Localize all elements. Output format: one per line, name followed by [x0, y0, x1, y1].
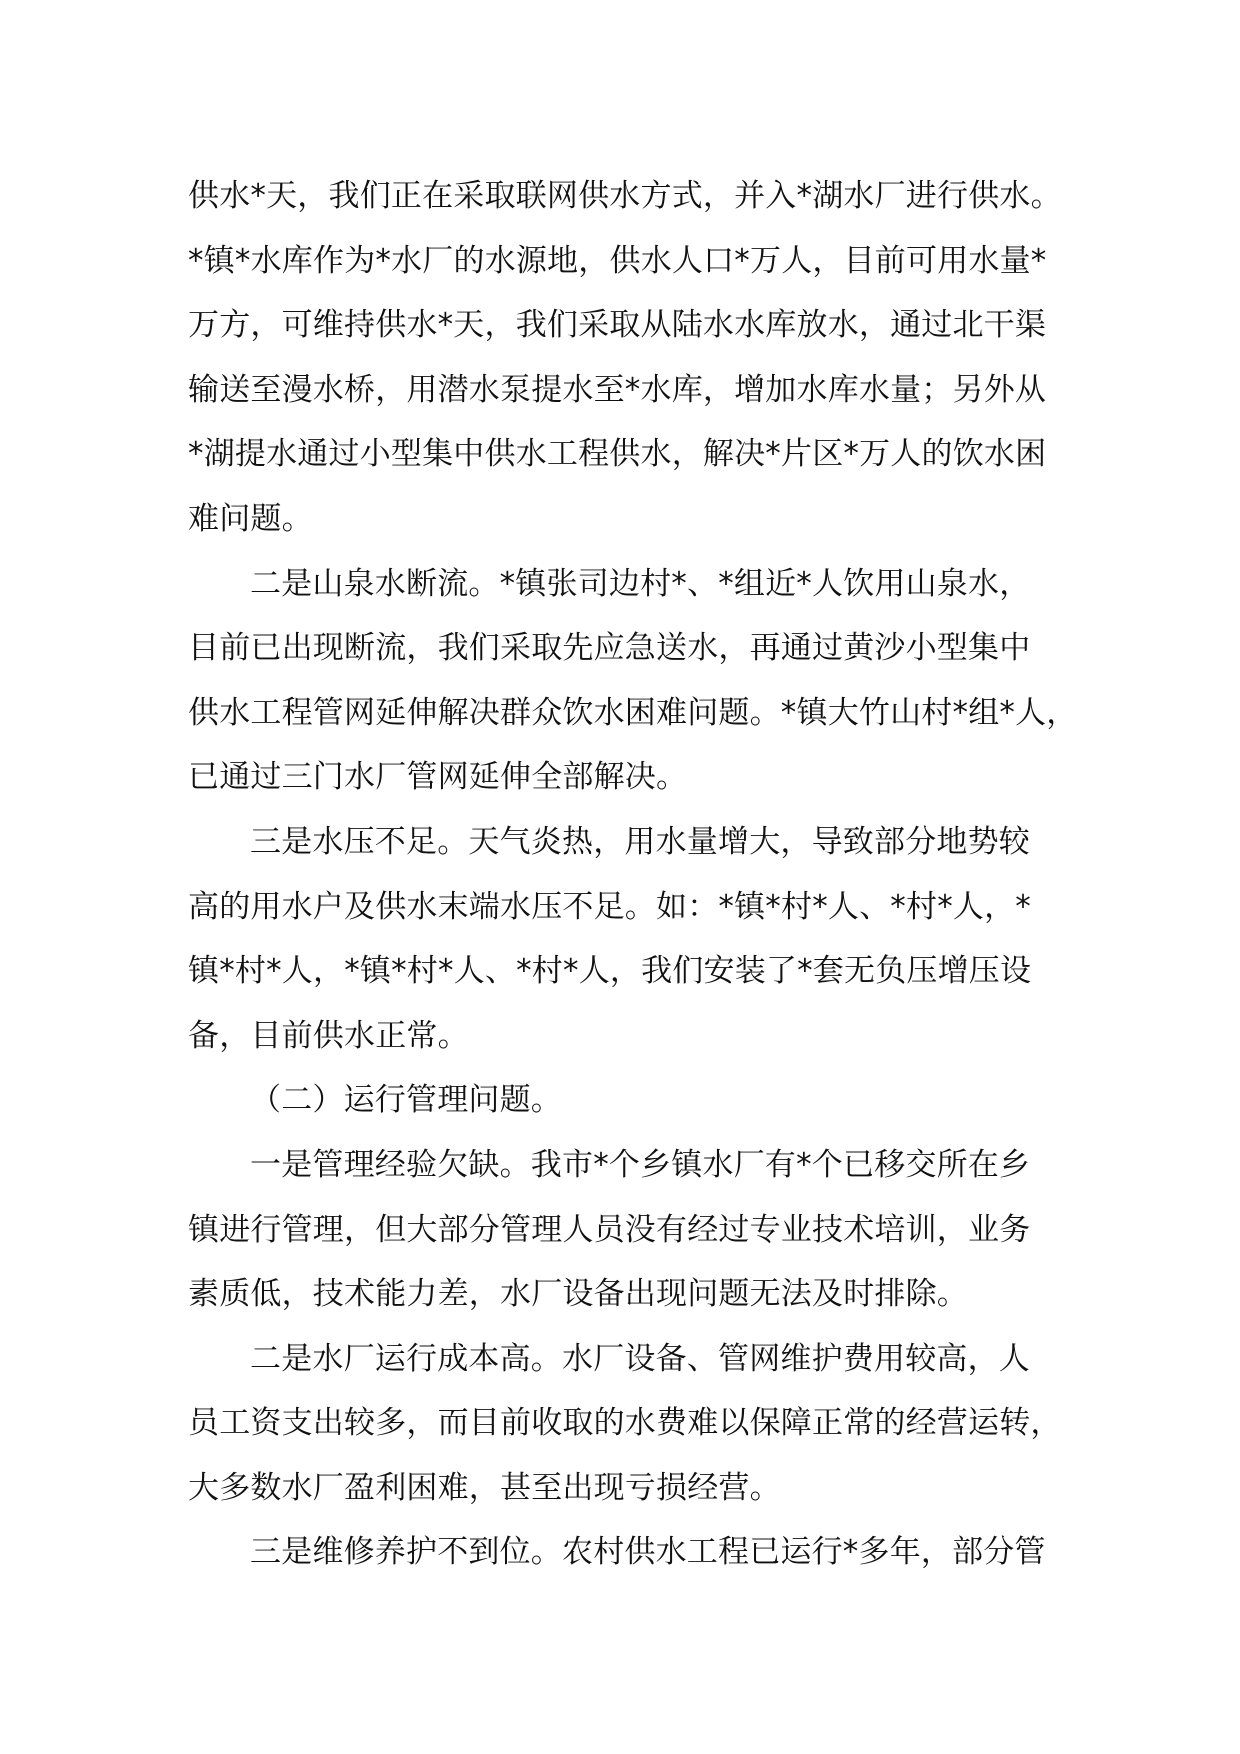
- text-line: 高的用水户及供水末端水压不足。如：*镇*村*人、*村*人，*: [188, 888, 1031, 925]
- body-text: [188, 164, 1078, 1585]
- paragraph-first-line: 三是维修养护不到位。农村供水工程已运行*多年，部分管: [250, 1534, 1046, 1571]
- paragraph-first-line: 二是山泉水断流。*镇张司边村*、*组近*人饮用山泉水，: [250, 565, 1031, 602]
- paragraph-first-line: 三是水压不足。天气炎热，用水量增大，导致部分地势较: [250, 823, 1030, 860]
- paragraph-first-line: 二是水厂运行成本高。水厂设备、管网维护费用较高，人: [250, 1340, 1030, 1377]
- text-line: 大多数水厂盈利困难，甚至出现亏损经营。: [188, 1469, 781, 1506]
- text-line: 目前已出现断流，我们采取先应急送水，再通过黄沙小型集中: [188, 630, 1031, 667]
- text-line: 输送至漫水桥，用潜水泵提水至*水库，增加水库水量；另外从: [188, 371, 1047, 408]
- text-line: 供水工程管网延伸解决群众饮水困难问题。*镇大竹山村*组*人，: [188, 694, 1078, 731]
- text-line: 已通过三门水厂管网延伸全部解决。: [188, 759, 688, 796]
- text-line: *湖提水通过小型集中供水工程供水，解决*片区*万人的饮水困: [188, 436, 1047, 473]
- paragraph-first-line: 一是管理经验欠缺。我市*个乡镇水厂有*个已移交所在乡: [250, 1146, 1031, 1183]
- section-heading: （二）运行管理问题。: [250, 1082, 562, 1119]
- text-line: 素质低，技术能力差，水厂设备出现问题无法及时排除。: [188, 1276, 968, 1313]
- text-line: *镇*水库作为*水厂的水源地，供水人口*万人，目前可用水量*: [188, 242, 1047, 279]
- text-line: 万方，可维持供水*天，我们采取从陆水水库放水，通过北干渠: [188, 307, 1047, 344]
- text-line: 难问题。: [188, 500, 313, 537]
- text-line: 供水*天，我们正在采取联网供水方式，并入*湖水厂进行供水。: [188, 178, 1062, 214]
- text-line: 镇进行管理，但大部分管理人员没有经过专业技术培训，业务: [188, 1211, 1031, 1248]
- text-line: 员工资支出较多，而目前收取的水费难以保障正常的经营运转，: [188, 1405, 1062, 1442]
- text-line: 备，目前供水正常。: [188, 1017, 469, 1054]
- text-line: 镇*村*人，*镇*村*人、*村*人，我们安装了*套无负压增压设: [188, 953, 1032, 990]
